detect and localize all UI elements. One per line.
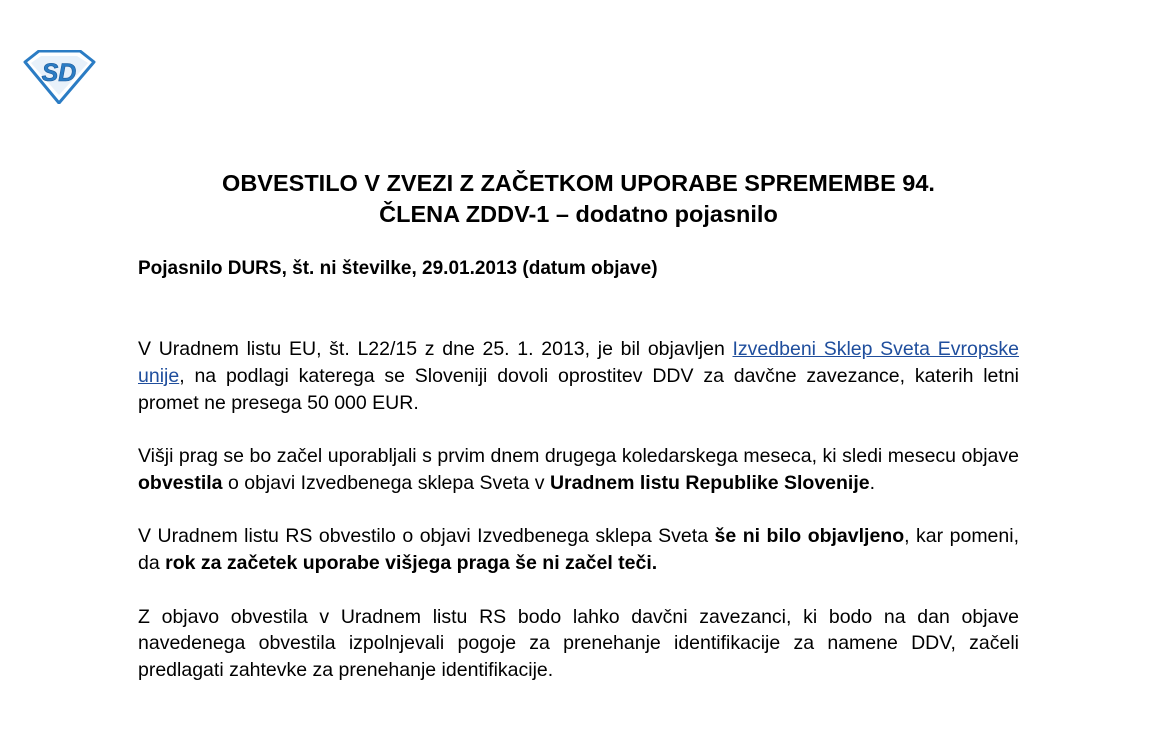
paragraph-3-text-b: , kar pomeni, da [138,525,1019,575]
paragraph-1 [138,336,1019,416]
paragraph-2-bold-b: Uradnem listu Republike Slovenije [549,471,870,494]
paragraph-3-text-a: V Uradnem listu RS obvestilo o objavi Izvedbenega sklepa Sveta [138,525,715,548]
sd-logo [22,50,96,104]
paragraph-2-text-c: . [869,471,876,494]
paragraph-2-bold-a: obvestila [138,471,223,494]
title-line-1: OBVESTILO V ZVEZI Z ZAČETKOM UPORABE SPREMEMBE 94. [222,170,935,196]
document-body [138,336,1019,711]
document-subtitle: Pojasnilo DURS, št. ni številke, 29.01.2013 (datum objave) [138,258,658,279]
council-decision-link[interactable]: Izvedbeni Sklep Sveta Evropske unije [138,338,1020,387]
title-line-2: ČLENA ZDDV-1 – dodatno pojasnilo [379,201,778,227]
paragraph-3-bold-b: rok za začetek uporabe višjega praga še ni začel teči. [165,552,658,575]
paragraph-2 [138,443,1019,497]
paragraph-2-text-a: Višji prag se bo začel uporabljali s prvim dnem drugega koledarskega meseca, ki sledi mesecu objave [138,445,1019,468]
paragraph-2-text-b: o objavi Izvedbenega sklepa Sveta v [222,471,550,494]
paragraph-1-text-b: , na podlagi katerega se Sloveniji dovoli oprostitev DDV za davčne zavezance, katerih letni promet ne presega 50 000 EUR. [138,364,1019,414]
document-title [138,168,1019,230]
paragraph-3 [138,523,1019,577]
paragraph-4: Z objavo obvestila v Uradnem listu RS bodo lahko davčni zavezanci, ki bodo na dan objave navedenega obvestila izpolnjevali pogoje za prenehanje identifikacije za namene DDV, začeli predlagati zahtevke za prenehanje identifikacije. [138,605,1019,682]
logo-text: SD [41,59,77,87]
paragraph-1-text-a: V Uradnem listu EU, št. L22/15 z dne 25. 1. 2013, je bil objavljen [138,338,733,360]
paragraph-3-bold-a: še ni bilo objavljeno [714,525,905,548]
